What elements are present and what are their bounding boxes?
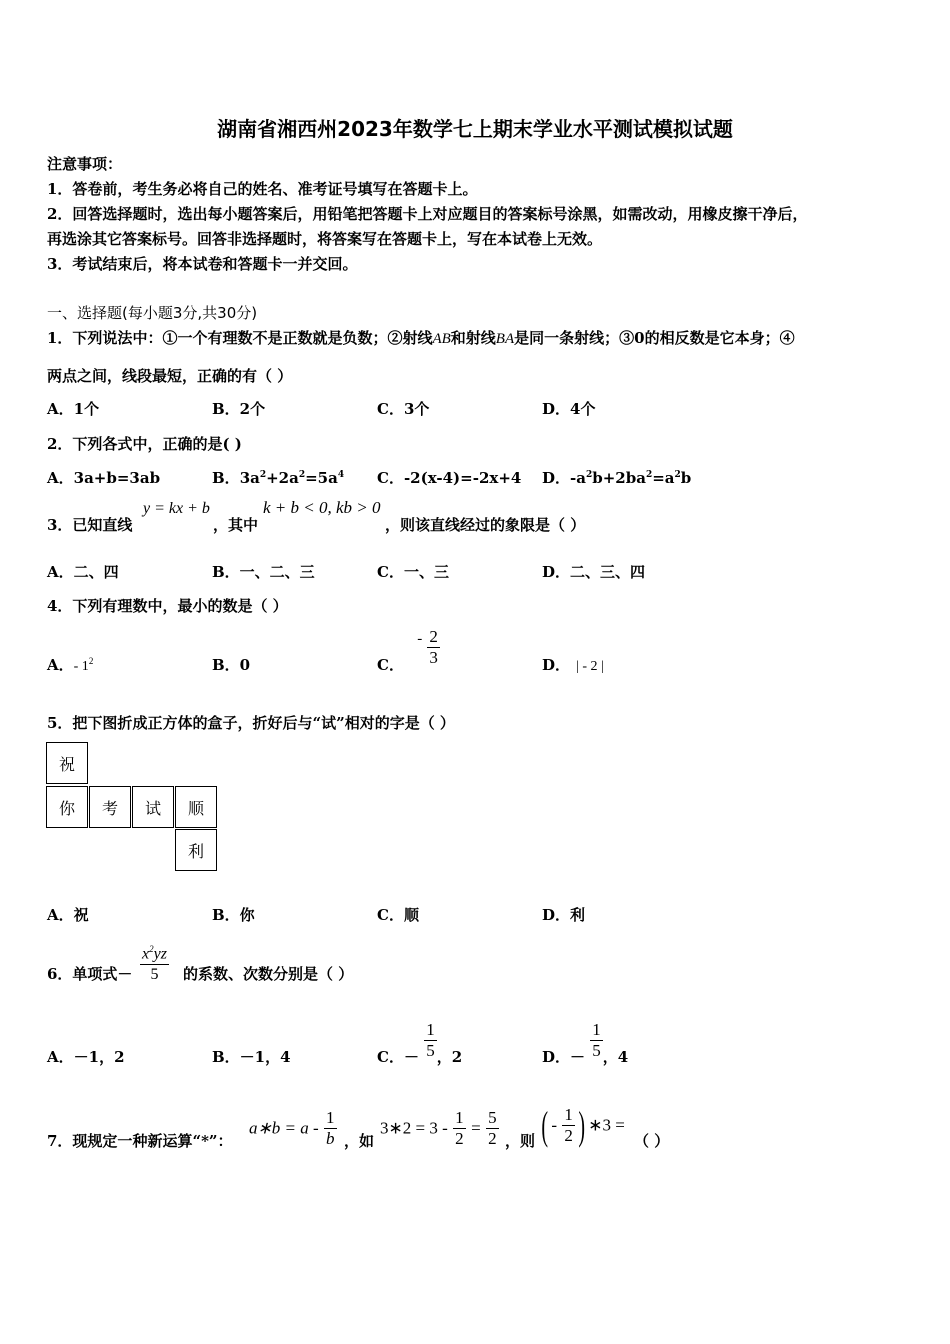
q5-option-c[interactable]: C．顺	[377, 906, 419, 924]
q5-option-d[interactable]: D．利	[542, 906, 586, 924]
q4-option-label: A．	[47, 656, 74, 674]
question-4-stem: 4．下列有理数中，最小的数是（ ）	[47, 597, 288, 615]
q2-option-label: B．	[212, 469, 240, 487]
q2-expr: b	[680, 469, 692, 487]
q7-fraction-denominator: 2	[455, 1129, 464, 1148]
q6-var: yz	[153, 945, 167, 963]
q7-left-paren: (	[541, 1103, 548, 1148]
q2-option-label: D．	[542, 469, 571, 487]
q7-equals: =	[471, 1118, 481, 1138]
q6-fraction-numerator: 1	[592, 1020, 601, 1039]
q4-option-c[interactable]	[377, 627, 440, 674]
q7-prefix: 7．现规定一种新运算“*”：	[47, 1132, 233, 1150]
notice-item: 1．答卷前，考生务必将自己的姓名、准考证号填写在答题卡上。	[47, 180, 478, 198]
q6-fraction-denominator: 5	[426, 1041, 435, 1060]
q2-option-d[interactable]	[542, 467, 691, 488]
q2-option-c[interactable]	[377, 467, 521, 488]
q1-text: 的相反数是它本身；④	[644, 329, 795, 347]
q2-option-label: A．	[47, 469, 74, 487]
q2-sup: 2	[298, 470, 306, 480]
q6-denominator: 5	[150, 966, 159, 984]
q2-option-b[interactable]	[212, 467, 344, 488]
q3-prefix: 3．已知直线	[47, 516, 133, 534]
q7-example	[380, 1108, 499, 1149]
q6-option-a[interactable]: A．－1，2	[47, 1048, 125, 1066]
notice-heading: 注意事项：	[47, 155, 123, 173]
q1-text: 和射线	[450, 329, 496, 347]
q4-option-a-expr: - 1	[73, 659, 89, 674]
q1-ray-ba: BA	[495, 331, 515, 347]
question-1-line1	[47, 327, 795, 348]
q2-expr: -a	[570, 469, 586, 487]
q3-option-a[interactable]: A．二、四	[47, 563, 119, 581]
q4-option-d-expr: | - 2 |	[576, 659, 604, 674]
q4-option-label: C．	[377, 656, 404, 674]
q1-option-c[interactable]: C．3个	[377, 400, 430, 418]
q1-text: 是同一条射线；③	[514, 329, 635, 347]
q7-fraction-denominator: 2	[564, 1126, 573, 1145]
notice-item: 3．考试结束后，将本试卷和答题卡一并交回。	[47, 255, 358, 273]
q7-fraction-denominator: b	[326, 1129, 335, 1148]
net-cell: 试	[132, 786, 174, 828]
q6-option-d[interactable]	[542, 1020, 629, 1066]
q2-option-label: C．	[377, 469, 404, 487]
q1-text: 1．下列说法中：①一个有理数不是正数就是负数；②射线	[47, 329, 433, 347]
q7-then: ，则	[505, 1132, 536, 1150]
q6-sup: 2	[149, 944, 154, 954]
q6-monomial	[140, 939, 169, 985]
q3-option-d[interactable]: D．二、三、四	[542, 563, 646, 581]
q5-option-a[interactable]: A．祝	[47, 906, 89, 924]
q7-fraction-numerator: 1	[455, 1108, 464, 1127]
q4-fraction-numerator: 2	[429, 627, 438, 646]
page-title: 湖南省湘西州2023年数学七上期末学业水平测试模拟试题	[217, 117, 733, 141]
q3-mid: ，其中	[213, 516, 259, 534]
q4-option-d[interactable]	[542, 654, 604, 675]
q6-option-tail: ，4	[602, 1048, 629, 1066]
net-cell: 利	[175, 829, 217, 871]
q7-suffix: （ ）	[634, 1132, 670, 1150]
q4-fraction-denominator: 3	[429, 648, 438, 667]
q7-fraction-numerator: 5	[488, 1108, 497, 1127]
q4-sup: 2	[88, 656, 94, 666]
question-2-stem: 2．下列各式中，正确的是( )	[47, 435, 242, 453]
q2-option-c-expr: -2(x-4)=-2x+4	[403, 469, 522, 487]
q4-option-b[interactable]: B．0	[212, 656, 251, 674]
q6-option-label: D．－	[542, 1048, 586, 1066]
q7-definition	[249, 1108, 337, 1149]
q3-suffix: ，则该直线经过的象限是（ ）	[385, 516, 586, 534]
question-1-line2: 两点之间，线段最短，正确的有（ ）	[47, 367, 293, 385]
q6-option-tail: ，2	[436, 1048, 463, 1066]
q1-zero: 0	[634, 329, 645, 347]
q2-expr: =5a	[305, 469, 338, 487]
q2-expr: =a	[652, 469, 675, 487]
q5-option-b[interactable]: B．你	[212, 906, 255, 924]
q7-def-expr: a∗b = a -	[249, 1118, 319, 1138]
q7-fraction-numerator: 1	[326, 1108, 335, 1127]
q3-option-c[interactable]: C．一、三	[377, 563, 449, 581]
q7-minus: -	[551, 1115, 557, 1135]
net-cell: 顺	[175, 786, 217, 828]
q1-option-b[interactable]: B．2个	[212, 400, 266, 418]
q6-fraction-numerator: 1	[426, 1020, 435, 1039]
q3-line-equation: y = kx + b	[143, 500, 210, 517]
q2-sup: 2	[674, 470, 681, 480]
q1-ray-ab: AB	[432, 331, 451, 347]
q2-sup: 4	[337, 470, 345, 480]
q6-suffix: 的系数、次数分别是（ ）	[183, 965, 354, 983]
q7-ask	[538, 1102, 625, 1149]
question-5-stem: 5．把下图折成正方体的盒子，折好后与“试”相对的字是（ ）	[47, 714, 455, 732]
q3-condition: k + b < 0, kb > 0	[263, 498, 381, 517]
q2-sup: 2	[645, 470, 653, 480]
q7-right-paren: )	[578, 1103, 585, 1148]
q6-fraction-denominator: 5	[592, 1041, 601, 1060]
q7-fraction-numerator: 1	[564, 1105, 573, 1124]
q2-option-a-expr: 3a+b=3ab	[73, 469, 161, 487]
q2-sup: 2	[259, 470, 267, 480]
q3-option-b[interactable]: B．一、二、三	[212, 563, 315, 581]
q1-option-d[interactable]: D．4个	[542, 400, 596, 418]
net-cell: 考	[89, 786, 131, 828]
net-cell: 你	[46, 786, 88, 828]
q4-option-a[interactable]	[47, 654, 93, 675]
q2-sup: 2	[585, 470, 593, 480]
q2-expr: +2a	[266, 469, 299, 487]
q6-option-b[interactable]: B．－1，4	[212, 1048, 291, 1066]
q6-var: x	[142, 945, 150, 963]
q7-fraction-denominator: 2	[488, 1129, 497, 1148]
q6-prefix: 6．单项式－	[47, 965, 133, 983]
q1-option-a[interactable]: A．1个	[47, 400, 100, 418]
notice-item: 再选涂其它答案标号。回答非选择题时，将答案写在答题卡上，写在本试卷上无效。	[47, 230, 603, 248]
section-heading: 一、选择题(每小题3分,共30分)	[47, 304, 258, 322]
q2-option-a[interactable]	[47, 467, 160, 488]
notice-item: 2．回答选择题时，选出每小题答案后，用铅笔把答题卡上对应题目的答案标号涂黑，如需改动，用橡皮擦干净后，	[47, 205, 808, 223]
q6-option-label: C．－	[377, 1048, 419, 1066]
q2-expr: b+2ba	[592, 469, 646, 487]
net-cell: 祝	[46, 742, 88, 784]
q7-ask-expr: ∗3 =	[588, 1115, 625, 1135]
q7-example-expr: 3∗2 = 3 -	[380, 1118, 448, 1138]
q4-option-label: D．	[542, 656, 571, 674]
q6-option-c[interactable]	[377, 1020, 463, 1066]
q2-expr: 3a	[239, 469, 260, 487]
q4-minus: -	[417, 631, 423, 647]
q7-example-lead: ，如	[344, 1132, 375, 1150]
